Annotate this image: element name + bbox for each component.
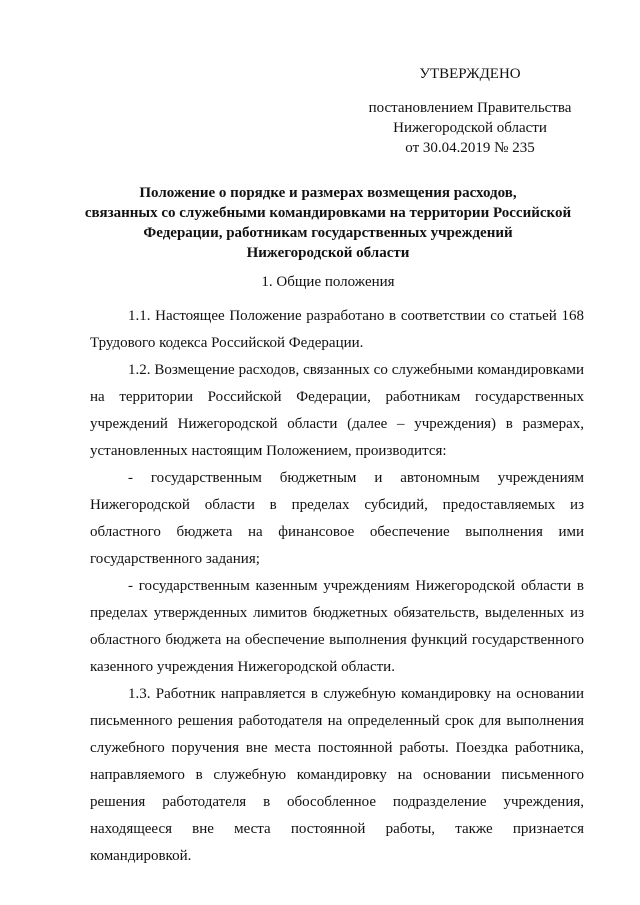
paragraph-bullet-budget: - государственным бюджетным и автономным учреждениям Нижегородской области в пределах субсидий, предоставляемых из областного бюджета на финансовое обеспечение выполнения ими государственного задания; — [90, 470, 584, 567]
paragraph-1-1: 1.1. Настоящее Положение разработано в соответствии со статьей 168 Трудового кодекса Российской Федерации. — [90, 308, 584, 351]
document-title-line-3: Федерации, работникам государственных учреждений — [143, 225, 513, 241]
paragraph-1-3: 1.3. Работник направляется в служебную командировку на основании письменного решения работодателя на определенный срок для выполнения служебного поручения вне места постоянной работы. Поездка работника, направляемого в служебную командировку на основании письменного решения работодателя в обособленное подразделение учреждения, находящееся вне места постоянной работы, также признается командировкой. — [90, 686, 584, 864]
body-text — [90, 303, 584, 870]
document-title-line-1: Положение о порядке и размерах возмещения расходов, — [139, 185, 517, 201]
approval-line-1: постановлением Правительства — [368, 100, 572, 116]
paragraph-1-2: 1.2. Возмещение расходов, связанных со служебными командировками на территории Российской Федерации, работникам государственных учреждений Нижегородской области (далее – учреждения) в размерах, установленных настоящим Положением, производится: — [90, 362, 584, 459]
approval-line-3: от 30.04.2019 № 235 — [405, 140, 535, 156]
approval-title: УТВЕРЖДЕНО — [419, 66, 521, 82]
approval-block — [330, 64, 610, 158]
document-title-line-4: Нижегородской области — [246, 245, 410, 261]
approval-line-2: Нижегородской области — [393, 120, 547, 136]
section-heading: 1. Общие положения — [261, 274, 395, 290]
document-title-line-2: связанных со служебными командировками на территории Российской — [84, 205, 572, 221]
paragraph-bullet-treasury: - государственным казенным учреждениям Нижегородской области в пределах утвержденных лимитов бюджетных обязательств, выделенных из областного бюджета на обеспечение выполнения функций государственного казенного учреждения Нижегородской области. — [90, 578, 584, 675]
document-title — [68, 183, 588, 263]
